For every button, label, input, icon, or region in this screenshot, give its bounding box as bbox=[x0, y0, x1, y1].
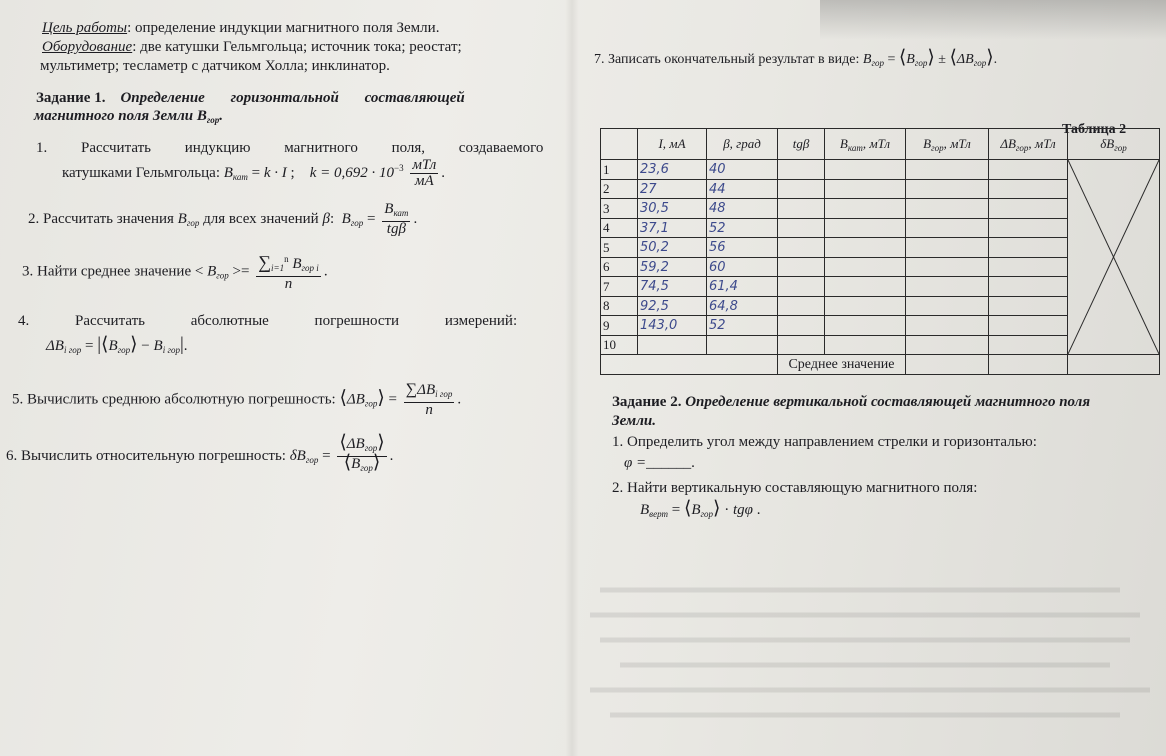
equipment-label: Оборудование bbox=[42, 39, 133, 55]
task1-label: Задание 1. bbox=[36, 90, 106, 106]
table-caption: Таблица 2 bbox=[1062, 122, 1127, 137]
col-dbgor: $\Delta B_{гор}$, мТл bbox=[989, 129, 1068, 160]
task2-title-2: Земли. bbox=[612, 413, 656, 429]
step-7: 7. Записать окончательный результат в виде: $B_{гор}$ = $⟨B_{гор}⟩$ ± $⟨\Delta B_{гор}⟩$. bbox=[594, 47, 998, 68]
table-row: 6 59,2 60 bbox=[601, 257, 1160, 277]
table-row: 1 23,6 40 bbox=[601, 160, 1160, 180]
col-current: I, мА bbox=[638, 129, 707, 160]
crossed-cell bbox=[1068, 160, 1160, 355]
purpose-text: : определение индукции магнитного поля Земли. bbox=[127, 20, 440, 36]
purpose-line bbox=[42, 20, 439, 37]
task2-heading bbox=[612, 394, 1090, 411]
equipment-text: : две катушки Гельмгольца; источник тока; реостат; bbox=[132, 39, 462, 55]
step-4: 4. Рассчитать абсолютные погрешности измерений: bbox=[18, 313, 518, 329]
step-3: 3. Найти среднее значение < $B_{гор}$ >= $\frac{\sum_{i=1}^n B_{гор i}}{n}$ . bbox=[22, 252, 328, 292]
task1-title-2: магнитного поля Земли $B_{гор}$. bbox=[34, 108, 223, 125]
step-5: 5. Вычислить среднюю абсолютную погрешность: $⟨\Delta B_{гор}⟩$ = $\frac{\sum\Delta B_{i гор}}{n}$ . bbox=[12, 381, 462, 418]
reverse-side-bleed bbox=[560, 560, 1160, 750]
col-bgor: $B_{гор}$, мТл bbox=[906, 129, 989, 160]
equipment-line-2: мультиметр; тесламетр с датчиком Холла; инклинатор. bbox=[40, 58, 390, 74]
table-row: 3 30,5 48 bbox=[601, 199, 1160, 219]
table-row: 8 92,5 64,8 bbox=[601, 296, 1160, 316]
task2-label: Задание 2. bbox=[612, 394, 682, 410]
shadow bbox=[820, 0, 1166, 40]
purpose-label: Цель работы bbox=[42, 20, 128, 36]
table-row: 7 74,5 61,4 bbox=[601, 277, 1160, 297]
task2-step-1: 1. Определить угол между направлением стрелки и горизонталью: bbox=[612, 434, 1037, 450]
col-bkat: $B_{кат}$, мТл bbox=[825, 129, 906, 160]
phi-line: φ =______. bbox=[624, 455, 695, 471]
vertical-formula: $B_{верт}$ = $⟨B_{гор}⟩ \cdot tg\varphi$ . bbox=[640, 498, 761, 519]
table-average-row bbox=[601, 355, 1160, 375]
table-row: 5 50,2 56 bbox=[601, 238, 1160, 258]
results-table bbox=[600, 128, 1160, 375]
col-relerr: $\delta B_{гор}$ bbox=[1068, 129, 1160, 160]
task1-heading bbox=[36, 90, 465, 107]
equipment-line bbox=[42, 39, 462, 56]
step-6: 6. Вычислить относительную погрешность: $\delta B_{гор}$ = $\frac{⟨\Delta B_{гор}⟩}{⟨B_{гор}⟩}$ . bbox=[6, 432, 394, 473]
step-4-formula: $\Delta B_{i гор}$ = $|⟨B_{гор}⟩ - B_{i гор}|$. bbox=[46, 334, 188, 355]
table-row: 9 143,0 52 bbox=[601, 316, 1160, 336]
step-1-formula: катушками Гельмгольца: $B_{кат} = k \cdot I$ ; $k = 0,692 \cdot 10^{-3}$ $\frac{\text{мТл}}{мА}$ . bbox=[62, 157, 445, 189]
task2-step-2: 2. Найти вертикальную составляющую магнитного поля: bbox=[612, 480, 978, 496]
col-angle: β, град bbox=[707, 129, 778, 160]
task2-title: Определение вертикальной составляющей магнитного поля bbox=[685, 394, 1091, 410]
task1-title: Определение горизонтальной составляющей bbox=[120, 90, 465, 106]
table-header-row bbox=[601, 129, 1160, 160]
table-row: 10 bbox=[601, 335, 1160, 355]
col-tg: tgβ bbox=[778, 129, 825, 160]
step-1: 1. Рассчитать индукцию магнитного поля, создаваемого bbox=[36, 140, 544, 156]
average-label: Среднее значение bbox=[778, 355, 906, 375]
phi-blank: ______. bbox=[646, 455, 695, 471]
step-2: 2. Рассчитать значения $B_{гор}$ для всех значений β: $B_{гор}$ = $\frac{B_{кат}}{\text{tgβ}}$ . bbox=[28, 201, 418, 237]
table-row: 4 37,1 52 bbox=[601, 218, 1160, 238]
table-row: 2 27 44 bbox=[601, 179, 1160, 199]
